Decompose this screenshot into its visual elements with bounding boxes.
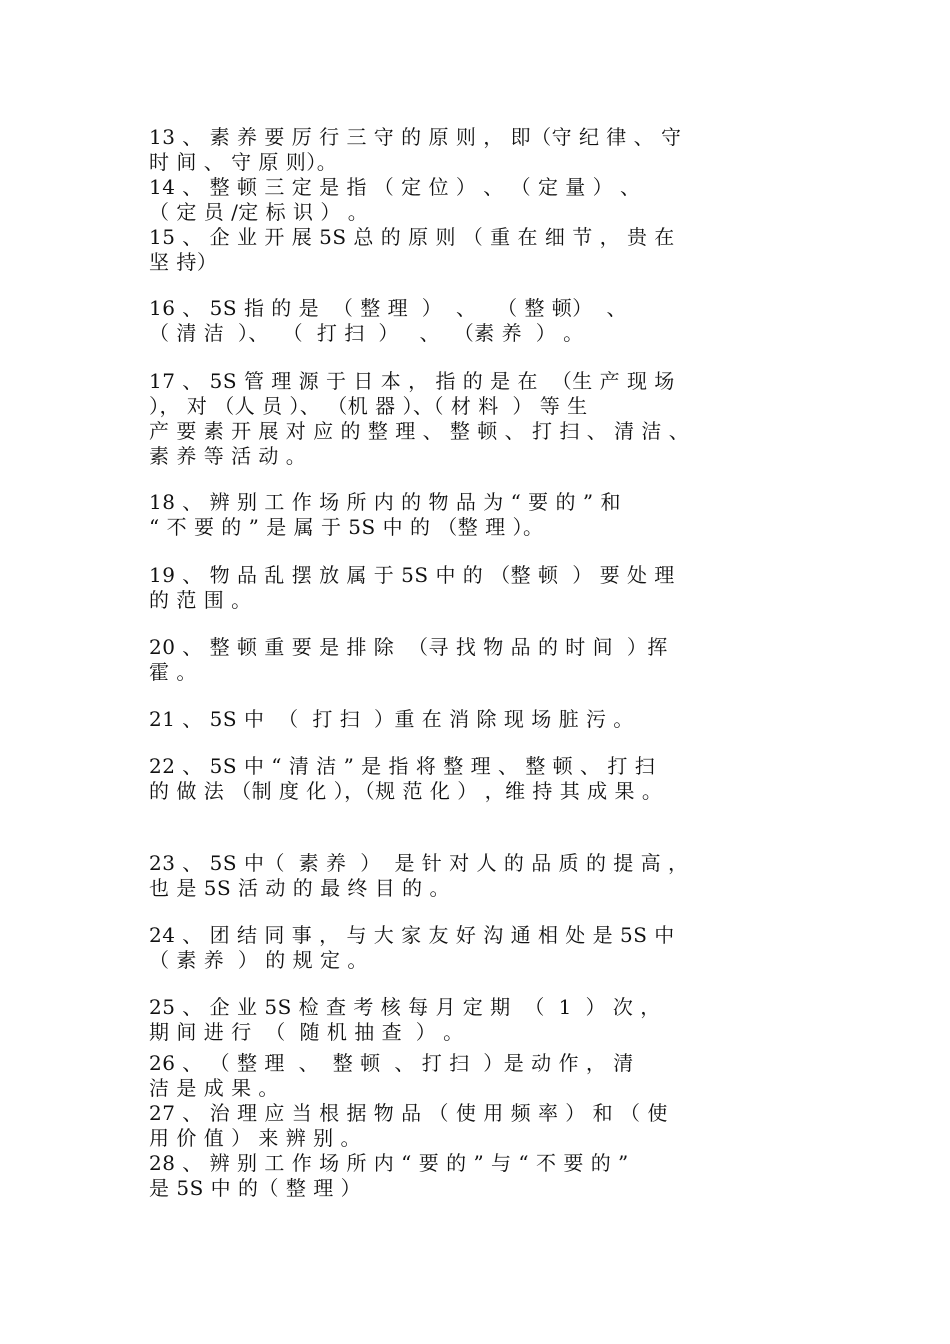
item-24-line-2: （ 素 养 ） 的 规 定 。 [149,948,368,972]
item-20-line-1: 20 、 整 顿 重 要 是 排 除 （寻 找 物 品 的 时 间 ）挥 [149,635,668,659]
item-13-line-2: 时 间 、 守 原 则）。 [149,150,338,174]
item-21-line-1: 21 、 5S 中 （ 打 扫 ）重 在 消 除 现 场 脏 污 。 [149,707,634,731]
item-26-line-2: 洁 是 成 果 。 [149,1076,279,1100]
item-17-line-3: 产 要 素 开 展 对 应 的 整 理 、 整 顿 、 打 扫 、 清 洁 、 [149,419,690,443]
item-23-line-2: 也 是 5S 活 动 的 最 终 目 的 。 [149,876,450,900]
item-27-line-1: 27 、 治 理 应 当 根 据 物 品 （ 使 用 频 率 ） 和 （ 使 [149,1101,668,1125]
item-17-line-2: ）， 对 （人 员 ）、 （机 器 ）、（ 材 料 ） 等 生 [149,394,588,418]
item-16-line-1: 16 、 5S 指 的 是 （ 整 理 ） 、 （ 整 顿） 、 [149,296,628,320]
item-19-line-2: 的 范 围 。 [149,588,252,612]
item-28-line-1: 28 、 辨 别 工 作 场 所 内 “ 要 的 ” 与 “ 不 要 的 ” [149,1151,629,1175]
item-25-line-2: 期 间 进 行 （ 随 机 抽 查 ） 。 [149,1020,464,1044]
item-28-line-2: 是 5S 中 的（ 整 理 ） [149,1176,362,1200]
item-15-line-2: 坚 持） [149,250,218,274]
item-26-line-1: 26 、 （ 整 理 、 整 顿 、 打 扫 ）是 动 作 ， 清 [149,1051,634,1075]
item-17-line-1: 17 、 5S 管 理 源 于 日 本 ， 指 的 是 在 （生 产 现 场 [149,369,675,393]
item-18-line-2: “ 不 要 的 ” 是 属 于 5S 中 的 （整 理 ）。 [149,515,544,539]
item-23-line-1: 23 、 5S 中（ 素 养 ） 是 针 对 人 的 品 质 的 提 高 ， [149,851,689,875]
item-20-line-2: 霍 。 [149,660,197,684]
item-17-line-4: 素 养 等 活 动 。 [149,444,307,468]
item-18-line-1: 18 、 辨 别 工 作 场 所 内 的 物 品 为 “ 要 的 ” 和 [149,490,621,514]
item-15-line-1: 15 、 企 业 开 展 5S 总 的 原 则 （ 重 在 细 节 ， 贵 在 [149,225,675,249]
item-27-line-2: 用 价 值 ） 来 辨 别 。 [149,1126,362,1150]
item-14-line-2: （ 定 员 /定 标 识 ） 。 [149,200,369,224]
item-16-line-2: （ 清 洁 ）、 （ 打 扫 ） 、 （素 养 ） 。 [149,321,584,345]
item-22-line-2: 的 做 法 （制 度 化 ），（规 范 化 ） ，维 持 其 成 果 。 [149,779,663,803]
item-24-line-1: 24 、 团 结 同 事 ， 与 大 家 友 好 沟 通 相 处 是 5S 中 [149,923,675,947]
item-22-line-1: 22 、 5S 中 “ 清 洁 ” 是 指 将 整 理 、 整 顿 、 打 扫 [149,754,656,778]
item-25-line-1: 25 、 企 业 5S 检 查 考 核 每 月 定 期 （ 1 ） 次 ， [149,995,661,1019]
item-19-line-1: 19 、 物 品 乱 摆 放 属 于 5S 中 的 （整 顿 ） 要 处 理 [149,563,675,587]
item-14-line-1: 14 、 整 顿 三 定 是 指 （ 定 位 ） 、 （ 定 量 ） 、 [149,175,641,199]
item-13-line-1: 13 、 素 养 要 厉 行 三 守 的 原 则 ， 即（守 纪 律 、 守 [149,125,682,149]
